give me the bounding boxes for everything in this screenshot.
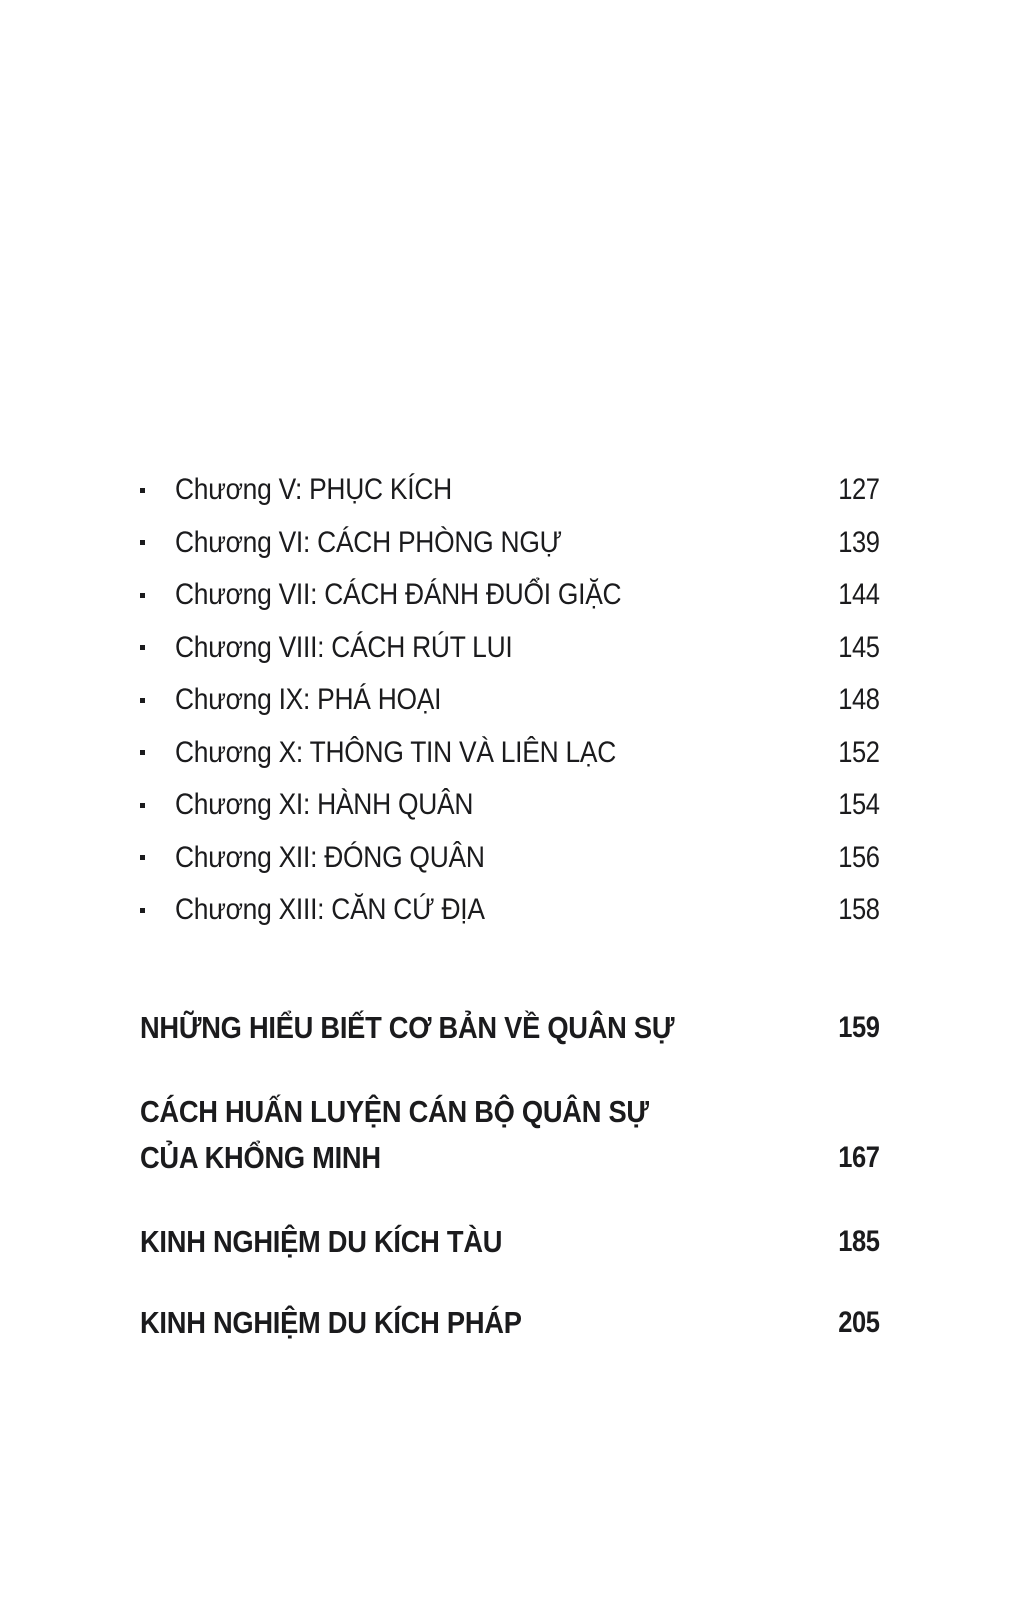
- toc-section-row: [140, 1300, 880, 1346]
- section-title-line: NHỮNG HIỂU BIẾT CƠ BẢN VỀ QUÂN SỰ: [140, 1009, 675, 1045]
- toc-chapter-row: [140, 832, 880, 885]
- toc-chapter-row: [140, 464, 880, 517]
- chapter-list: [140, 464, 880, 937]
- toc-chapter-row: [140, 622, 880, 675]
- section-page-number: 167: [838, 1140, 880, 1174]
- chapter-label: Chương XIII: CĂN CỨ ĐỊA: [175, 893, 485, 927]
- chapter-page-number: 144: [838, 578, 880, 612]
- section-page-number: 159: [838, 1010, 880, 1044]
- chapter-page-number: 152: [838, 735, 880, 769]
- bullet-icon: [140, 855, 145, 860]
- section-title: [140, 1219, 552, 1265]
- section-page-number: 185: [838, 1224, 880, 1258]
- toc-section-row: [140, 1219, 880, 1265]
- bullet-icon: [140, 803, 145, 808]
- chapter-page-number: 139: [838, 525, 880, 559]
- bullet-icon: [140, 488, 145, 493]
- chapter-page-number: 127: [838, 473, 880, 507]
- section-title-line: KINH NGHIỆM DU KÍCH TÀU: [140, 1223, 503, 1259]
- bullet-icon: [140, 750, 145, 755]
- bullet-icon: [140, 908, 145, 913]
- bullet-icon: [140, 593, 145, 598]
- toc-section-row: [140, 1005, 880, 1051]
- section-page-number: 205: [838, 1305, 880, 1339]
- section-title-line: CỦA KHỔNG MINH: [140, 1139, 381, 1175]
- chapter-label: Chương IX: PHÁ HOẠI: [175, 683, 442, 717]
- toc-section-row: [140, 1089, 880, 1181]
- toc-chapter-row: [140, 569, 880, 622]
- toc-chapter-row: [140, 517, 880, 570]
- chapter-label: Chương VI: CÁCH PHÒNG NGỰ: [175, 525, 562, 559]
- toc-chapter-row: [140, 779, 880, 832]
- toc-chapter-row: [140, 884, 880, 937]
- chapter-page-number: 158: [838, 893, 880, 927]
- section-title-line: KINH NGHIỆM DU KÍCH PHÁP: [140, 1304, 522, 1340]
- chapter-page-number: 145: [838, 630, 880, 664]
- chapter-page-number: 154: [838, 788, 880, 822]
- section-title: [140, 1005, 747, 1051]
- chapter-page-number: 156: [838, 840, 880, 874]
- chapter-label: Chương V: PHỤC KÍCH: [175, 473, 452, 507]
- chapter-label: Chương XI: HÀNH QUÂN: [175, 788, 474, 822]
- chapter-label: Chương VIII: CÁCH RÚT LUI: [175, 630, 513, 664]
- chapter-label: Chương XII: ĐÓNG QUÂN: [175, 840, 485, 874]
- bullet-icon: [140, 540, 145, 545]
- section-title-line: CÁCH HUẤN LUYỆN CÁN BỘ QUÂN SỰ: [140, 1093, 649, 1129]
- toc-chapter-row: [140, 727, 880, 780]
- section-title: [140, 1300, 574, 1346]
- bullet-icon: [140, 698, 145, 703]
- chapter-page-number: 148: [838, 683, 880, 717]
- section-title: [140, 1089, 718, 1181]
- chapter-label: Chương VII: CÁCH ĐÁNH ĐUỔI GIẶC: [175, 578, 622, 612]
- chapter-label: Chương X: THÔNG TIN VÀ LIÊN LẠC: [175, 735, 617, 769]
- bullet-icon: [140, 645, 145, 650]
- toc-chapter-row: [140, 674, 880, 727]
- section-list: [140, 1005, 880, 1346]
